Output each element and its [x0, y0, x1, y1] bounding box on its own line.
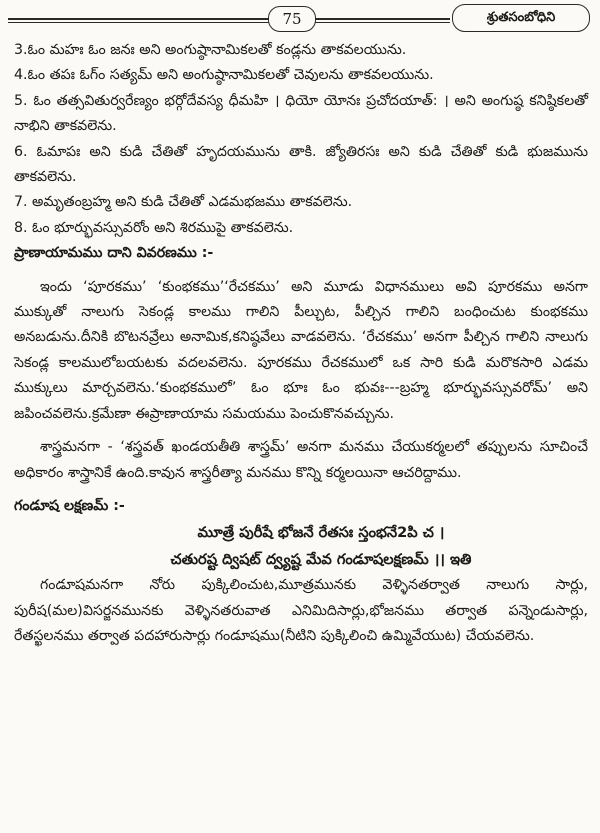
gandusha-heading: గండూష లక్షణమ్ :-	[14, 497, 125, 514]
gandusha-paragraph: గండూషమనగా నోరు పుక్కిలించుట,మూత్రమునకు వెళ్ళినతర్వాత నాలుగు సార్లు, పురీష(మల)విసర్జనమునకు వెళ్ళినతరువాత ఎనిమిదిసార్లు,భోజనము తర్వాత పన్నెండుసార్లు, రేతస్ఖలనము తర్వాత పదహారుసార్లు గండూషము(నీటిని పుక్కిలించి ఉమ్మివేయుట) చేయవలెను.	[14, 577, 588, 645]
gandusha-verse-line-2: చతురష్ట ద్విషట్ ద్వ్యష్ట మేవ గండూషలక్షణమ్ ।। ఇతి	[170, 551, 472, 569]
gandusha-verse-line-1: మూత్రే పురీషే భోజనే రేతసః స్తంభనే2పి చ ।	[197, 524, 445, 542]
book-title: శ్రుతసంబోధిని	[452, 4, 590, 32]
shastram-paragraph: శాస్త్రమనగా - ‘శస్త్రవత్ ఖండయతీతి శాస్త్రమ్’ అనగా మనము చేయుకర్మలలో తప్పులను సూచించే అధికారం శాస్త్రానికే ఉంది.కావున శాస్త్రరీత్యా మనము కొన్ని కర్మలయినా ఆచరిద్దాము.	[14, 439, 588, 481]
step-3: 3.ఓం మహః ఓం జనః అని అంగుష్ఠానామికలతో కండ్లను తాకవలయును.	[14, 42, 407, 58]
pranayama-heading: ప్రాణాయామము దాని వివరణము :-	[14, 245, 214, 262]
page-body	[14, 38, 588, 650]
step-6: 6. ఓమాపః అని కుడి చేతితో హృదయమును తాకి. జ్యోతిరసః అని కుడి చేతితో కుడి భుజమును తాకవలెను.	[14, 143, 588, 186]
page-number: 75	[268, 6, 316, 32]
header-rule	[8, 18, 450, 20]
step-4: 4.ఓం తపః ఓగ్ం సత్యమ్ అని అంగుష్ఠానామికలతో చెవులను తాకవలయును.	[14, 67, 434, 84]
step-7: 7. అమృతంబ్రహ్మ అని కుడి చేతితో ఎడమభజము తాకవలెను.	[14, 194, 353, 211]
step-8: 8. ఓం భూర్భువస్సువరోం అని శిరముపై తాకవలెను.	[14, 219, 294, 236]
header-rule-thin	[8, 22, 450, 23]
step-5: 5. ఓం తత్సవితుర్వరేణ్యం భర్గోదేవస్య ధీమహి । ధియో యోనః ప్రచోదయాత్: । అని అంగుష్ఠ కనిష్ఠికలతో నాభిని తాకవలెను.	[14, 92, 588, 135]
page-header	[0, 0, 600, 36]
pranayama-paragraph: ఇందు ‘పూరకము’ ‘కుంభకము’‘రేచకము’ అని మూడు విధానములు అవి పూరకము అనగా ముక్కుతో నాలుగు సెకండ్ల కాలము గాలిని పీల్చుట, పీల్చిన గాలిని బంధించుట కుంభకము అనబడును.దీనికి బొటనవ్రేలు అనామిక,కనిష్ఠవేలు వాడవలెను. ‘రేచకము’ అనగా పీల్చిన గాలిని నాలుగు సెకండ్ల కాలములోబయటకు వదలవలెను. పూరకము రేచకములో ఒక సారి కుడి మరొకసారి ఎడమ ముక్కులు మార్చవలెను.‘కుంభకములో’ ఓం భూః ఓం భువః---బ్రహ్మ భూర్భువస్సువరోమ్’ అని జపించవలెను.క్రమేణా ఈప్రాణాయామ సమయము పెంచుకొనవచ్చును.	[14, 278, 588, 422]
